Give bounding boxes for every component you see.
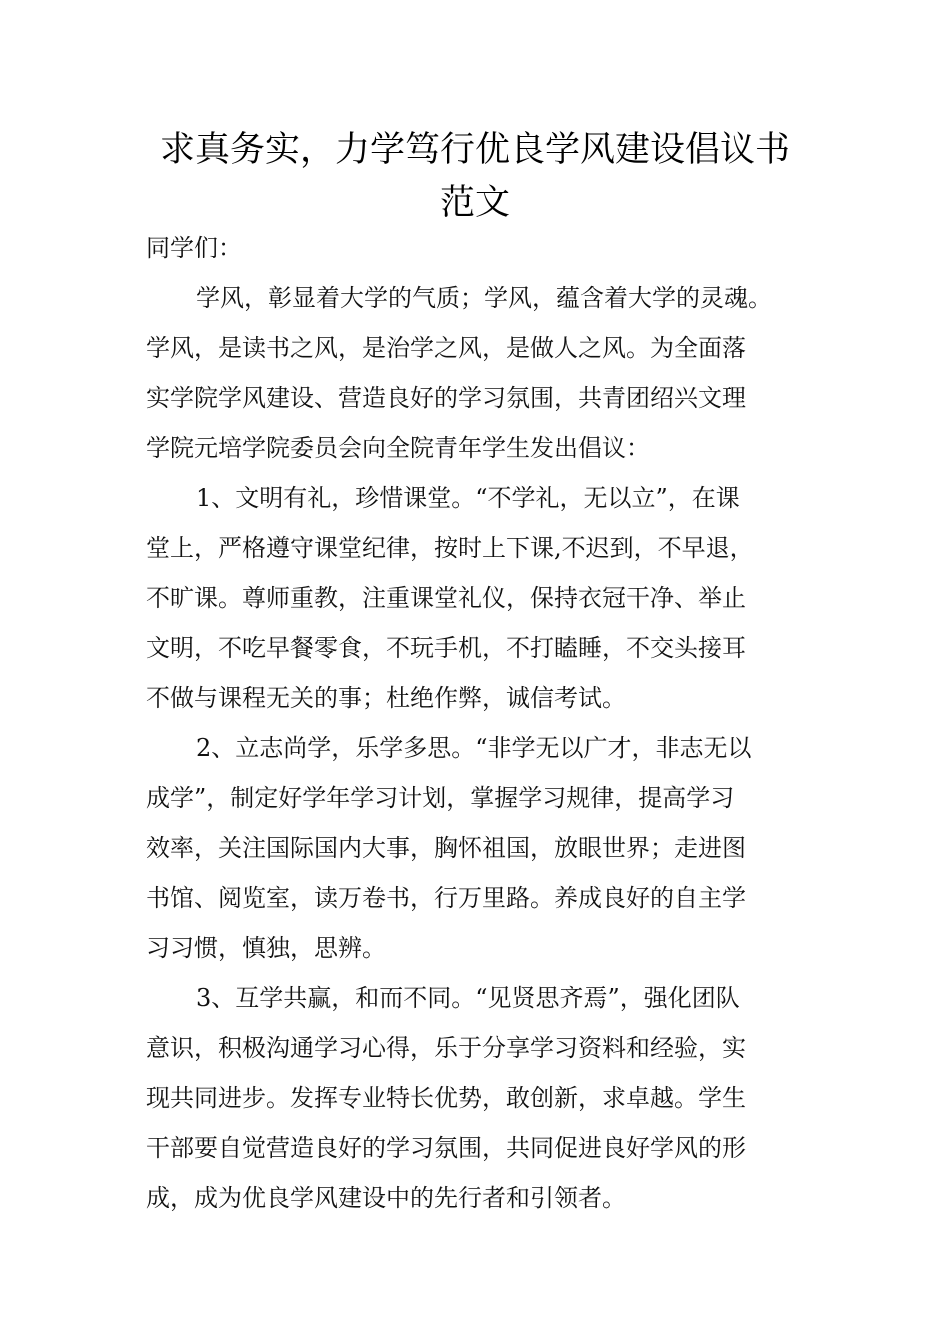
document-title-line-1: 求真务实，力学笃行优良学风建设倡议书 xyxy=(159,130,790,170)
paragraph-line: 学风，彰显着大学的气质；学风，蕴含着大学的灵魂。 xyxy=(196,284,772,312)
paragraph-line: 文明，不吃早餐零食，不玩手机，不打瞌睡，不交头接耳 xyxy=(146,634,746,662)
paragraph-line: 不做与课程无关的事；杜绝作弊，诚信考试。 xyxy=(146,684,626,712)
paragraph-line: 成学”，制定好学年学习计划，掌握学习规律，提高学习 xyxy=(146,784,735,812)
paragraph-line: 3、互学共赢，和而不同。“见贤思齐焉”，强化团队 xyxy=(196,984,740,1012)
paragraph-line: 2、立志尚学，乐学多思。“非学无以广才，非志无以 xyxy=(196,734,752,762)
paragraph-line: 意识，积极沟通学习心得，乐于分享学习资料和经验，实 xyxy=(146,1034,746,1062)
paragraph-line: 学院元培学院委员会向全院青年学生发出倡议： xyxy=(146,434,650,462)
paragraph-line: 不旷课。尊师重教，注重课堂礼仪，保持衣冠干净、举止 xyxy=(146,584,746,612)
paragraph-line: 书馆、阅览室，读万卷书，行万里路。养成良好的自主学 xyxy=(146,884,746,912)
paragraph-line: 干部要自觉营造良好的学习氛围，共同促进良好学风的形 xyxy=(146,1134,746,1162)
paragraph-line: 现共同进步。发挥专业特长优势，敢创新，求卓越。学生 xyxy=(146,1084,746,1112)
paragraph-line: 成，成为优良学风建设中的先行者和引领者。 xyxy=(146,1184,626,1212)
paragraph-line: 学风，是读书之风，是治学之风，是做人之风。为全面落 xyxy=(146,334,746,362)
paragraph-line: 习习惯，慎独，思辨。 xyxy=(146,934,386,962)
paragraph-line: 1、文明有礼，珍惜课堂。“不学礼，无以立”，在课 xyxy=(196,484,740,512)
paragraph-line: 效率，关注国际国内大事，胸怀祖国，放眼世界；走进图 xyxy=(146,834,746,862)
document-title-line-2: 范文 xyxy=(439,183,510,223)
paragraph-line: 堂上，严格遵守课堂纪律，按时上下课,不迟到，不早退， xyxy=(146,534,754,562)
salutation: 同学们： xyxy=(146,234,242,262)
paragraph-line: 实学院学风建设、营造良好的学习氛围，共青团绍兴文理 xyxy=(146,384,746,412)
